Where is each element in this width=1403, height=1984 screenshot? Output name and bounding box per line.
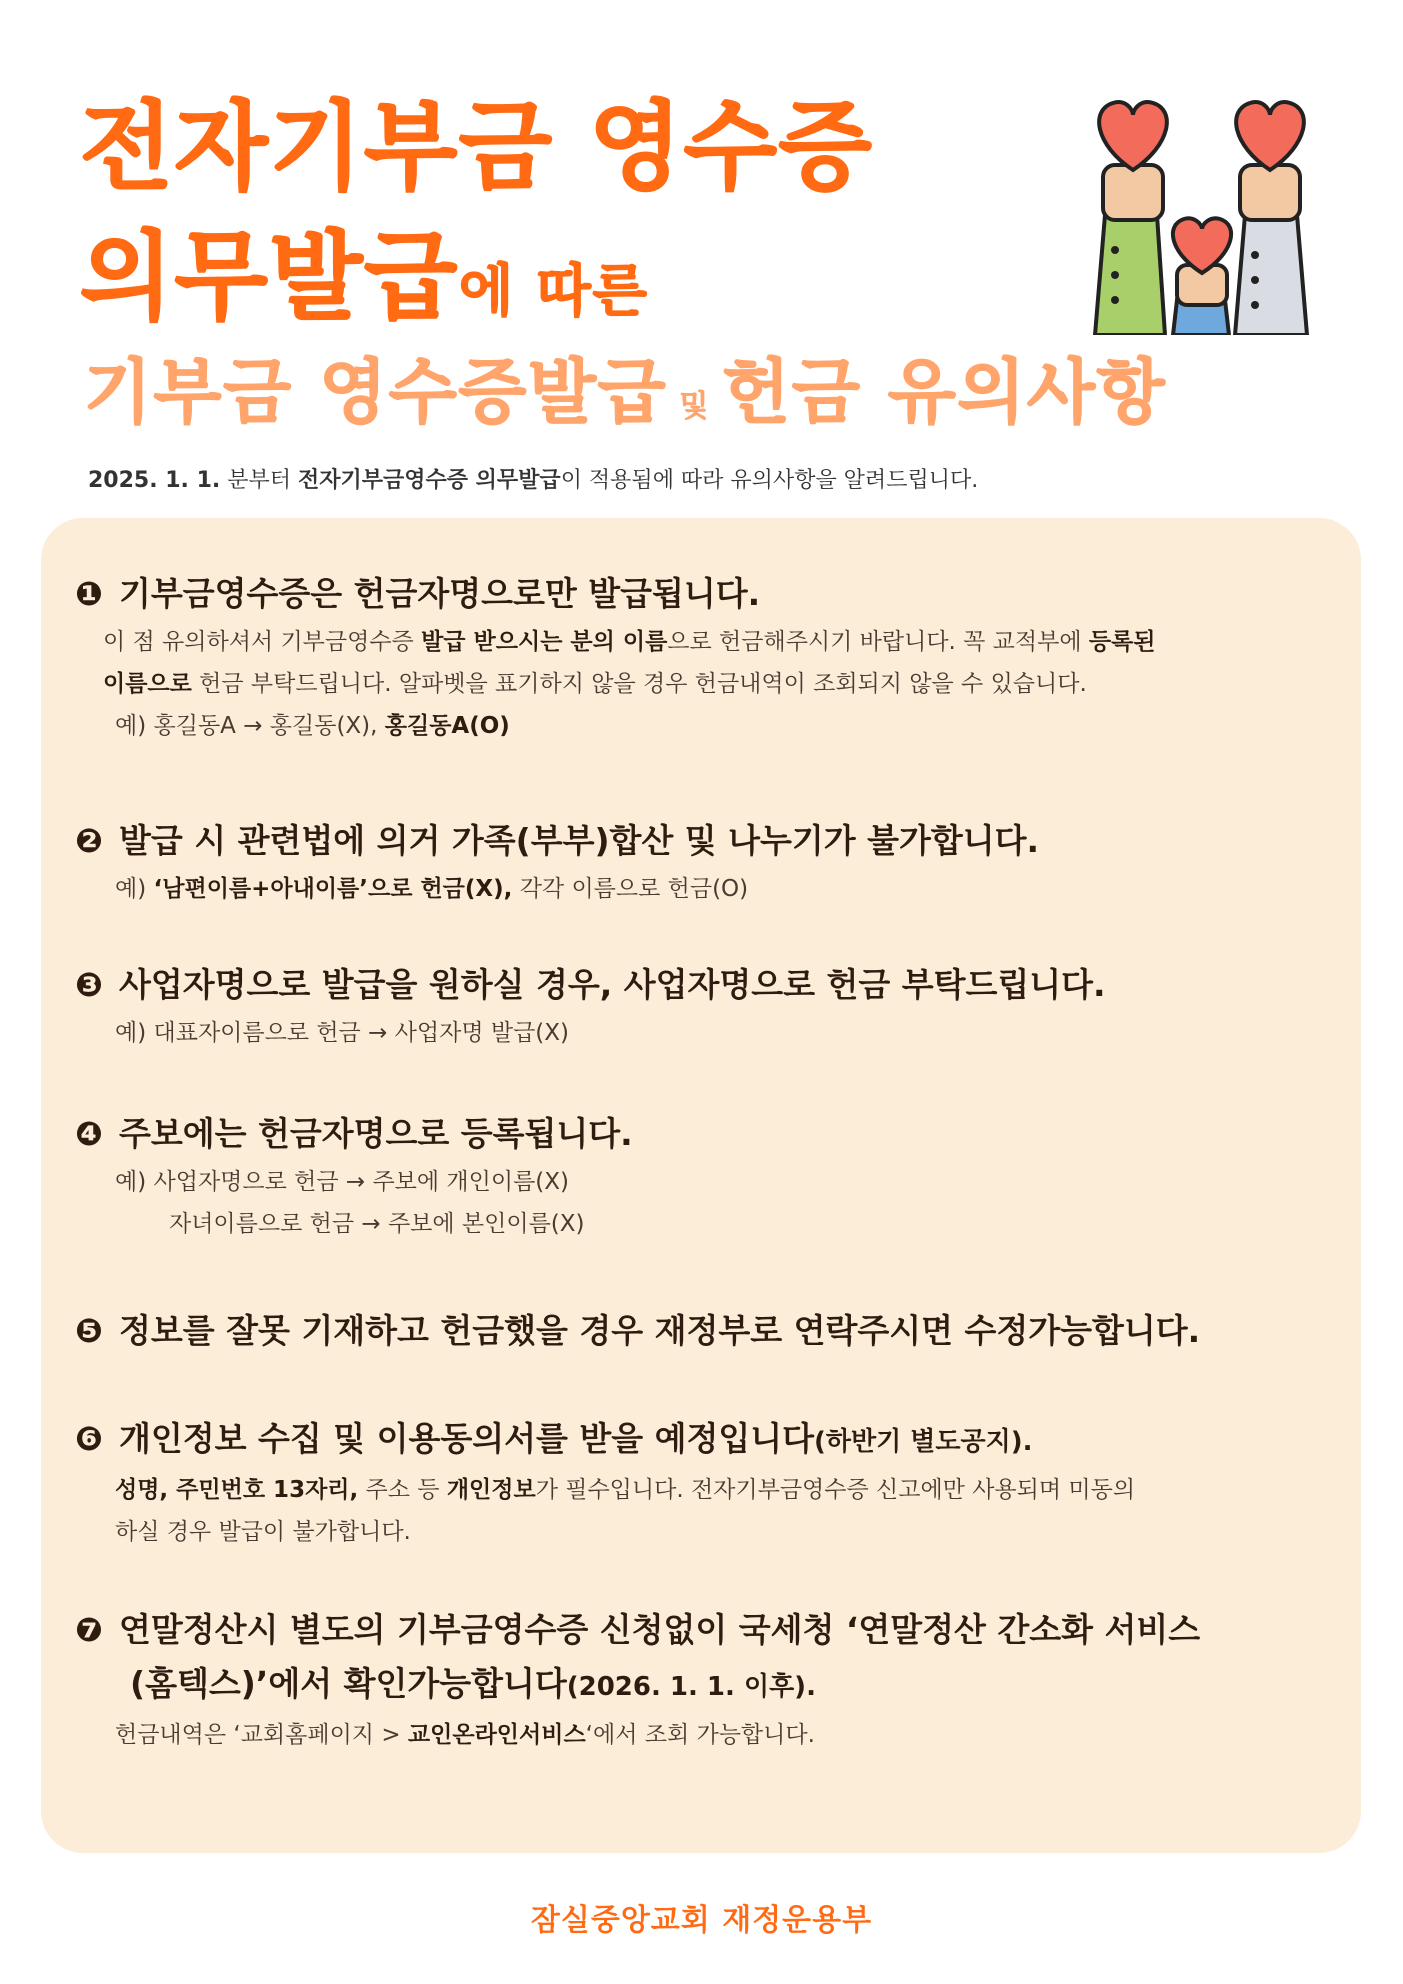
- subtitle-part-a: 기부금 영수증발급: [84, 351, 668, 433]
- section-1-number: ❶: [75, 574, 103, 613]
- section-2-heading: [75, 820, 1340, 862]
- section-3-title: 사업자명으로 발급을 원하실 경우, 사업자명으로 헌금 부탁드립니다.: [119, 965, 1106, 1004]
- section-7-body-part-c: ‘에서 조회 가능합니다.: [585, 1722, 815, 1748]
- section-1-example: [103, 705, 1340, 747]
- title-line-2-main: 의무발급: [80, 221, 459, 333]
- intro-text: [88, 463, 978, 494]
- section-1-body-part-d: 등록된: [1088, 629, 1156, 655]
- section-3-body: [75, 1012, 1340, 1054]
- intro-date: 2025. 1. 1.: [88, 468, 221, 493]
- section-2-example-rest: 각각 이름으로 헌금(O): [512, 876, 749, 902]
- section-6-body-part-a: 성명, 주민번호 13자리,: [115, 1477, 359, 1503]
- subtitle-part-and: 및: [679, 389, 711, 424]
- section-1-heading: [75, 573, 1340, 615]
- section-7-title-2: (홈텍스)’에서 확인가능합니다: [130, 1664, 567, 1703]
- section-1-body-line-1: [103, 621, 1340, 663]
- section-3-number: ❸: [75, 965, 103, 1004]
- section-3: [75, 964, 1340, 1054]
- footer-church-name: 잠실중앙교회 재정운용부: [530, 1903, 873, 1938]
- section-1-body-part-b: 발급 받으시는 분의 이름: [421, 629, 668, 655]
- hands-holding-hearts-icon: [1085, 95, 1315, 335]
- subtitle-part-c: 헌금 유의사항: [722, 351, 1167, 433]
- title-line-2-suffix: 에 따른: [458, 259, 649, 324]
- section-6-body: [75, 1469, 1340, 1553]
- section-2: [75, 820, 1340, 910]
- section-1-body-line-2: [103, 663, 1340, 705]
- section-7-heading-line-1: [75, 1609, 1340, 1651]
- section-1-body-part-f: 헌금 부탁드립니다. 알파벳을 표기하지 않을 경우 헌금내역이 조회되지 않을 수 있습니다.: [191, 671, 1087, 697]
- section-4: [75, 1113, 1340, 1245]
- section-3-example: 예) 대표자이름으로 헌금 → 사업자명 발급(X): [115, 1020, 569, 1046]
- section-1: [75, 573, 1340, 747]
- section-5-title: 정보를 잘못 기재하고 헌금했을 경우 재정부로 연락주시면 수정가능합니다.: [119, 1311, 1201, 1350]
- section-1-body: [75, 621, 1340, 747]
- section-4-example-2: 자녀이름으로 헌금 → 주보에 본인이름(X): [169, 1211, 585, 1237]
- section-7-body: [75, 1714, 1340, 1756]
- subtitle: [84, 350, 1166, 449]
- section-6-body-part-d: 가 필수입니다. 전자기부금영수증 신고에만 사용되며 미동의: [535, 1477, 1136, 1503]
- section-1-body-part-a: 이 점 유의하셔서 기부금영수증: [103, 629, 422, 655]
- intro-bold: 전자기부금영수증 의무발급: [298, 468, 561, 493]
- section-5-number: ❺: [75, 1311, 103, 1350]
- section-4-example-1: 예) 사업자명으로 헌금 → 주보에 개인이름(X): [115, 1169, 569, 1195]
- section-7-title-2-sub: (2026. 1. 1. 이후).: [566, 1672, 816, 1702]
- section-1-body-part-e: 이름으로: [103, 671, 192, 697]
- section-2-example: [103, 868, 1340, 910]
- section-2-title: 발급 시 관련법에 의거 가족(부부)합산 및 나누기가 불가합니다.: [119, 821, 1040, 860]
- intro-part-2: 이 적용됨에 따라 유의사항을 알려드립니다.: [560, 468, 979, 493]
- section-6-body-line-2: 하실 경우 발급이 불가합니다.: [115, 1519, 411, 1545]
- section-6-body-line-1: [103, 1469, 1340, 1511]
- section-7-body-part-a: 헌금내역은 ‘교회홈페이지 >: [115, 1722, 408, 1748]
- section-4-number: ❹: [75, 1114, 103, 1153]
- intro-part-1: 분부터: [220, 468, 298, 493]
- section-2-number: ❷: [75, 821, 103, 860]
- section-6-body-part-c: 개인정보: [446, 1477, 536, 1503]
- section-1-example-a: 예) 홍길동A → 홍길동(X),: [115, 713, 385, 739]
- section-1-title: 기부금영수증은 헌금자명으로만 발급됩니다.: [119, 574, 761, 613]
- section-3-heading: [75, 964, 1340, 1006]
- section-7-heading-line-2: [75, 1663, 1340, 1708]
- section-1-body-part-c: 으로 헌금해주시기 바랍니다. 꼭 교적부에: [667, 629, 1089, 655]
- section-7-body-line: [103, 1714, 1340, 1756]
- section-4-title: 주보에는 헌금자명으로 등록됩니다.: [119, 1114, 633, 1153]
- section-5: [75, 1310, 1340, 1352]
- section-7-title-1: 연말정산시 별도의 기부금영수증 신청없이 국세청 ‘연말정산 간소화 서비스: [119, 1610, 1201, 1649]
- section-2-body: [75, 868, 1340, 910]
- section-6: [75, 1418, 1340, 1553]
- section-2-example-prefix: 예): [115, 876, 154, 902]
- section-6-heading: [75, 1418, 1340, 1463]
- title-line-2: [80, 222, 649, 347]
- section-1-example-b: 홍길동A(O): [384, 713, 510, 739]
- section-5-heading: [75, 1310, 1340, 1352]
- section-6-title: 개인정보 수집 및 이용동의서를 받을 예정입니다: [119, 1419, 815, 1458]
- title-line-1: 전자기부금 영수증: [80, 91, 874, 203]
- section-4-body: [75, 1161, 1340, 1245]
- section-4-heading: [75, 1113, 1340, 1155]
- section-7-number: ❼: [75, 1610, 103, 1649]
- section-7: [75, 1609, 1340, 1756]
- section-6-number: ❻: [75, 1419, 103, 1458]
- section-6-body-part-b: 주소 등: [358, 1477, 447, 1503]
- section-6-title-sub: (하반기 별도공지).: [814, 1427, 1033, 1457]
- section-7-body-part-b: 교인온라인서비스: [407, 1722, 586, 1748]
- section-2-example-bold: ‘남편이름+아내이름’으로 헌금(X),: [153, 876, 513, 902]
